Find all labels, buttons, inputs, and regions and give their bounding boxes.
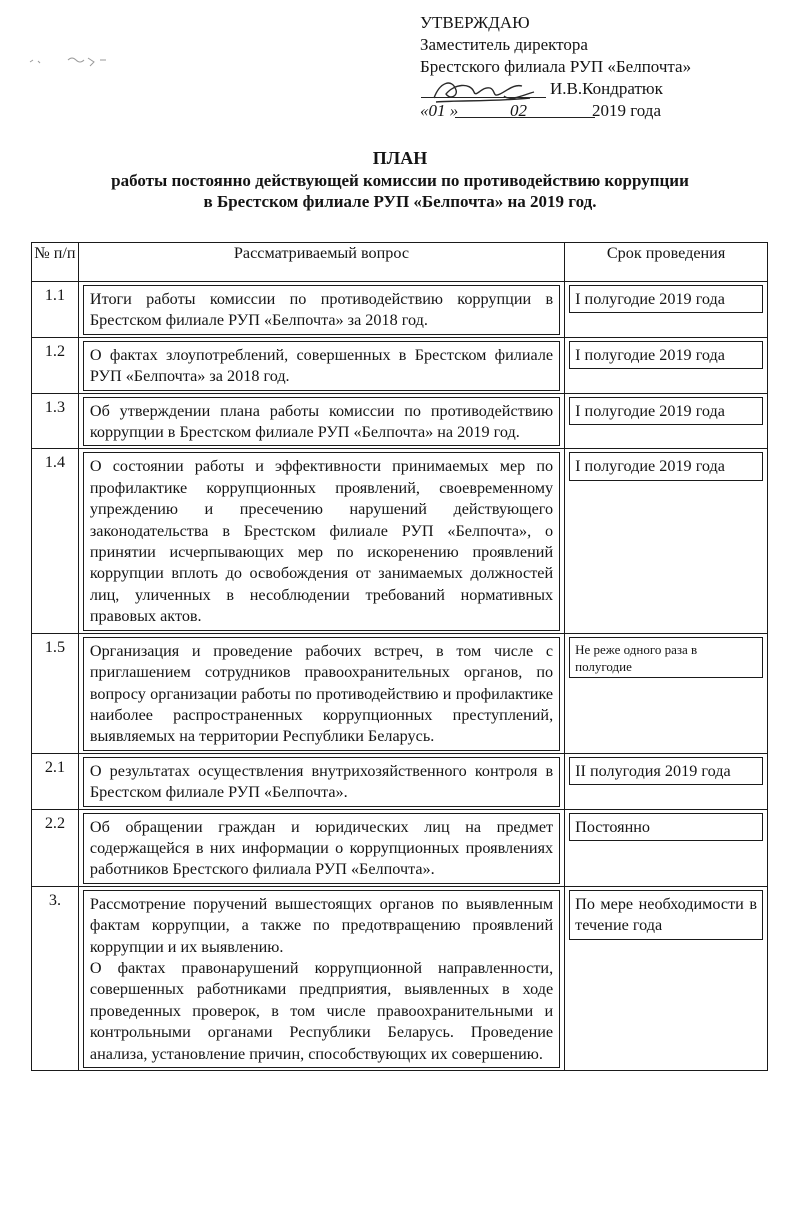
row-term: I полугодие 2019 года: [569, 452, 763, 480]
approver-position-line2: Брестского филиала РУП «Белпочта»: [420, 57, 692, 76]
question-paragraph: О фактах правонарушений коррупционной направленности, совершенных работниками предприятия, выявленных в ходе проведенных проверок, в том числе правоохранительными и контрольными органами Республики Беларусь. Проведение анализа, установление причин, способствующих их совершению.: [89, 958, 554, 1063]
table-row: [32, 393, 768, 449]
row-number: 1.2: [44, 341, 66, 360]
row-question: [83, 813, 560, 884]
row-number: 2.1: [44, 757, 66, 776]
question-paragraph: Об обращении граждан и юридических лиц на предмет содержащейся в них информации о коррупционных проявлениях работников Брестского филиала РУП «Белпочта».: [89, 817, 554, 879]
row-term: По мере необходимости в течение года: [569, 890, 763, 940]
row-number-cell: [32, 393, 79, 449]
question-paragraph: Об утверждении плана работы комиссии по противодействию коррупции в Брестском филиале РУП «Белпочта» на 2019 год.: [89, 401, 554, 442]
title-subline-2: в Брестском филиале РУП «Белпочта» на 2019 год.: [203, 192, 597, 211]
row-term-cell: [565, 753, 768, 809]
row-number: 1.5: [44, 637, 66, 656]
question-paragraph: Организация и проведение рабочих встреч, в том числе с приглашением сотрудников правоохранительных органов, по вопросу организации работы по противодействию и профилактике наиболее распространенных коррупционных преступлений, выявляемых на территории Республики Беларусь.: [89, 641, 554, 746]
row-question: [83, 285, 560, 335]
approval-heading: УТВЕРЖДАЮ: [420, 13, 530, 32]
row-number-cell: [32, 337, 79, 393]
title-subline-1: работы постоянно действующей комиссии по противодействию коррупции: [111, 171, 689, 190]
row-term-cell: [565, 886, 768, 1070]
table-body: [32, 282, 768, 1071]
table-row: [32, 886, 768, 1070]
row-term-cell: [565, 282, 768, 338]
row-term-cell: [565, 393, 768, 449]
row-number-cell: [32, 886, 79, 1070]
approval-date-month: 02: [510, 101, 527, 120]
approver-position-line1: Заместитель директора: [420, 35, 588, 54]
row-term: Постоянно: [569, 813, 763, 841]
row-number-cell: [32, 753, 79, 809]
row-term: II полугодия 2019 года: [569, 757, 763, 785]
header-term: Срок проведения: [565, 243, 768, 282]
approver-name: И.В.Кондратюк: [550, 79, 663, 98]
row-term: I полугодие 2019 года: [569, 285, 763, 313]
row-question-cell: [78, 753, 564, 809]
row-term-cell: [565, 449, 768, 633]
row-number-cell: [32, 633, 79, 753]
table-row: [32, 282, 768, 338]
row-number-cell: [32, 809, 79, 886]
row-term-cell: [565, 633, 768, 753]
row-term: Не реже одного раза в полугодие: [569, 637, 763, 678]
date-underline: [455, 117, 595, 118]
header-number: № п/п: [32, 243, 79, 282]
question-paragraph: Итоги работы комиссии по противодействию коррупции в Брестском филиале РУП «Белпочта» за 2018 год.: [89, 290, 554, 330]
row-question-cell: [78, 809, 564, 886]
approval-date-year: 2019 года: [592, 101, 662, 120]
document-title: [0, 146, 800, 212]
row-term: I полугодие 2019 года: [569, 397, 763, 425]
row-number: 1.3: [44, 397, 66, 416]
row-question: [83, 397, 560, 447]
table-row: [32, 633, 768, 753]
row-number-cell: [32, 282, 79, 338]
row-question-cell: [78, 393, 564, 449]
row-number: 3.: [48, 890, 62, 909]
row-question: [83, 452, 560, 630]
table-row: [32, 449, 768, 633]
table-row: [32, 753, 768, 809]
row-term: I полугодие 2019 года: [569, 341, 763, 369]
row-number-cell: [32, 449, 79, 633]
handwritten-signature: [430, 72, 540, 106]
row-number: 1.1: [44, 286, 66, 304]
row-term-cell: [565, 337, 768, 393]
title-plan: ПЛАН: [372, 148, 428, 168]
row-number: 1.4: [44, 453, 66, 472]
row-question-cell: [78, 886, 564, 1070]
row-question: [83, 637, 560, 751]
row-question: [83, 757, 560, 807]
question-paragraph: О результатах осуществления внутрихозяйственного контроля в Брестском филиале РУП «Белпочта».: [89, 761, 554, 802]
table-row: [32, 337, 768, 393]
row-number: 2.2: [44, 813, 66, 832]
scan-artifact-mark: [28, 52, 118, 72]
question-paragraph: Рассмотрение поручений вышестоящих органов по выявленным фактам коррупции, а также по предотвращению проявлений коррупции и их выявлению.: [89, 894, 554, 956]
row-term-cell: [565, 809, 768, 886]
table-row: [32, 809, 768, 886]
row-question-cell: [78, 337, 564, 393]
row-question-cell: [78, 282, 564, 338]
header-question: Рассматриваемый вопрос: [78, 243, 564, 282]
question-paragraph: О состоянии работы и эффективности принимаемых мер по профилактике коррупционных проявлений, своевременному упреждению и пресечению нарушений действующего законодательства в Брестском филиале РУП «Белпочта», о принятии исчерпывающих мер по искоренению проявлений коррупции вплоть до освобождения от занимаемых должностей лиц, уличенных в несоблюдении требований нормативных правовых актов.: [89, 457, 554, 626]
row-question-cell: [78, 633, 564, 753]
approval-date-day: «01 »: [420, 101, 459, 120]
table-header-row: [32, 243, 768, 282]
row-question: [83, 890, 560, 1068]
question-paragraph: О фактах злоупотреблений, совершенных в Брестском филиале РУП «Белпочта» за 2018 год.: [89, 345, 554, 386]
row-question: [83, 341, 560, 391]
plan-table: [31, 242, 768, 1071]
row-question-cell: [78, 449, 564, 633]
